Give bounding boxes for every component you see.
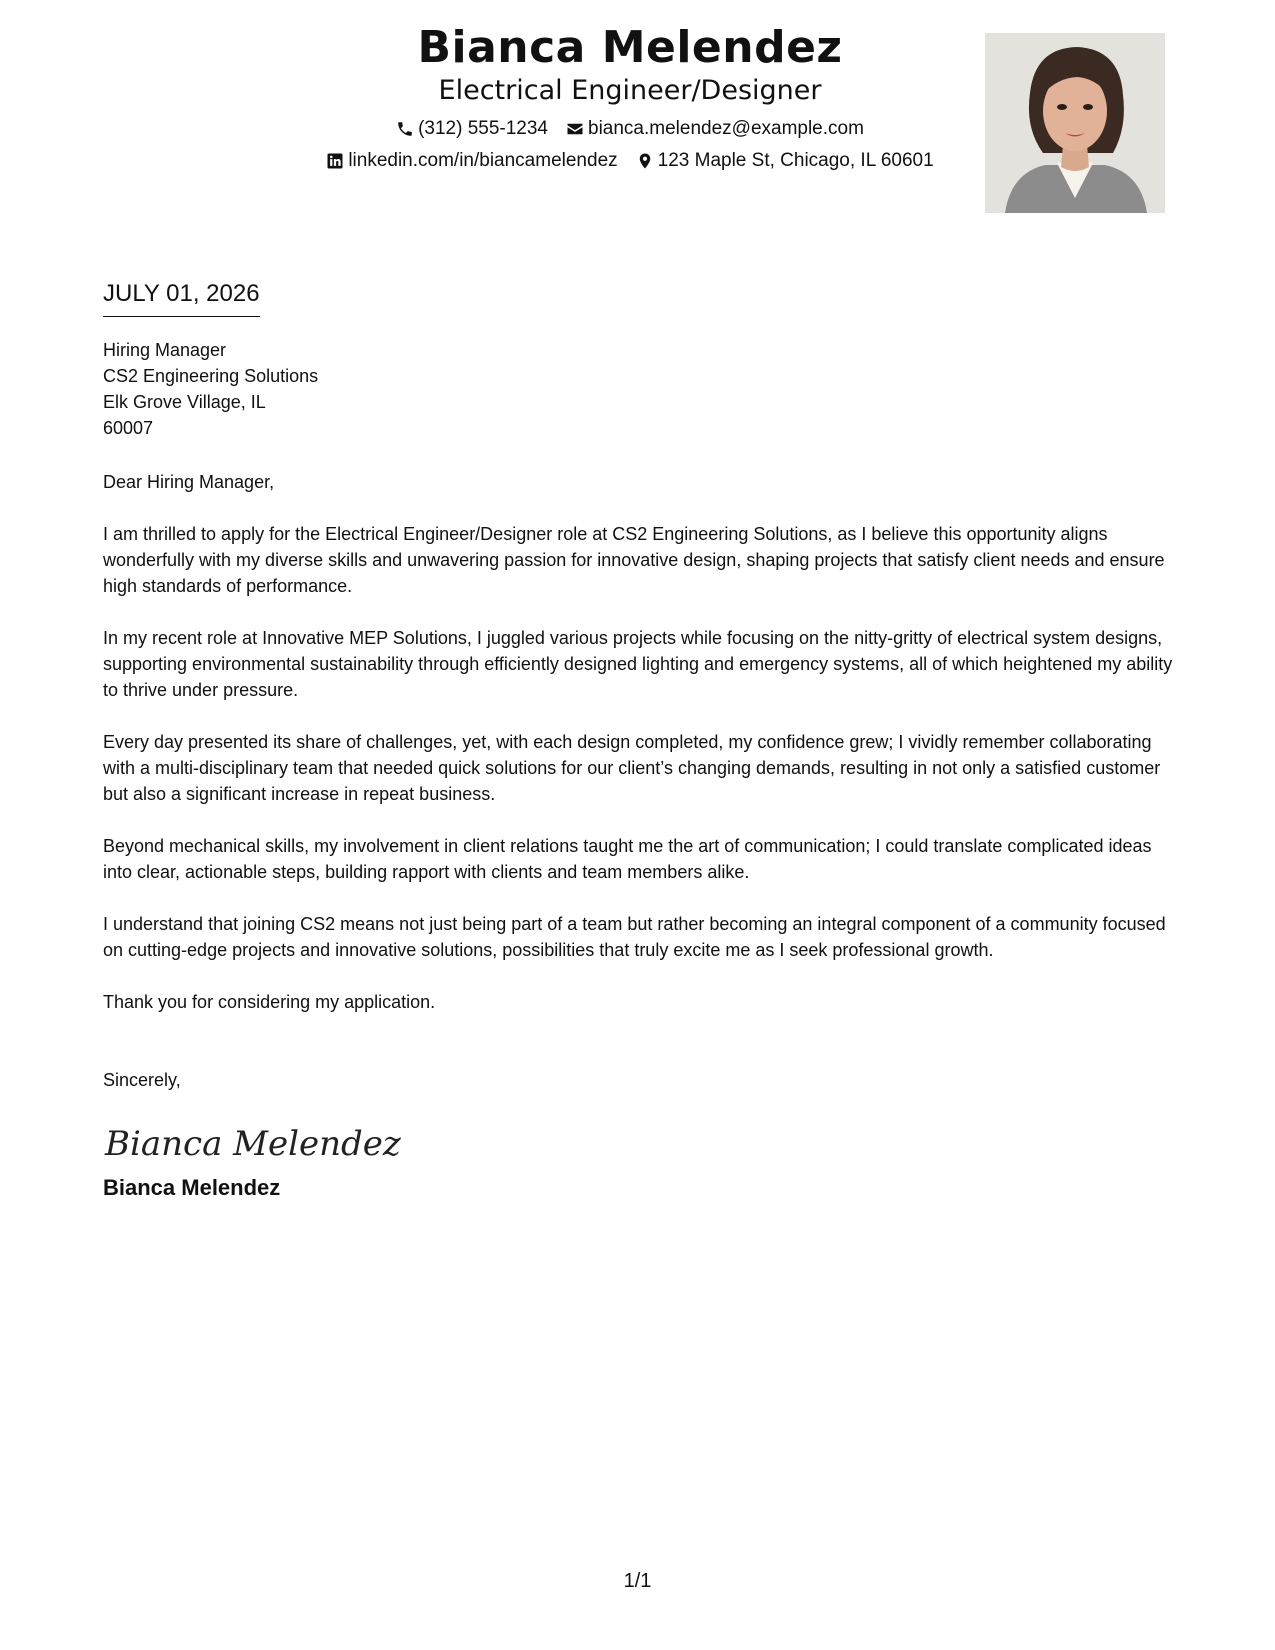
contact-email: [566, 117, 864, 141]
address-text: 123 Maple St, Chicago, IL 60601: [657, 150, 934, 171]
map-pin-icon: [636, 152, 654, 170]
closing: Sincerely,: [103, 1070, 181, 1090]
body-paragraph: I am thrilled to apply for the Electrical Engineer/Designer role at CS2 Engineering Solutions, as I believe this opportunity aligns wonderfully with my diverse skills and unwavering passion for innovative design, shaping projects that satisfy client needs and ensure high standards of performance.: [103, 524, 1165, 596]
contact-row-2: [250, 149, 1010, 173]
phone-icon: [396, 120, 414, 138]
letter-date: JULY 01, 2026: [103, 278, 260, 317]
phone-text: (312) 555-1234: [418, 118, 548, 139]
handwritten-signature: [103, 1113, 1178, 1173]
letter-body: [103, 278, 1178, 1203]
recipient-city: Elk Grove Village, IL: [103, 392, 266, 412]
body-paragraph: Thank you for considering my application.: [103, 992, 436, 1012]
recipient-zip: 60007: [103, 418, 154, 438]
applicant-name: Bianca Melendez: [417, 22, 843, 73]
header-info: [250, 22, 1010, 173]
contact-address: [636, 149, 934, 173]
recipient-company: CS2 Engineering Solutions: [103, 366, 319, 386]
contact-phone: [396, 117, 548, 141]
page-number: 1/1: [623, 1570, 652, 1592]
contact-row-1: [250, 117, 1010, 141]
body-paragraph: I understand that joining CS2 means not just being part of a team but rather becoming an integral component of a community focused on cutting-edge projects and innovative solutions, possibilities that truly excite me as I seek professional growth.: [103, 914, 1166, 960]
profile-photo: [985, 33, 1165, 213]
signer-name: Bianca Melendez: [103, 1175, 281, 1200]
letter-header: [0, 22, 1275, 222]
recipient-block: [103, 337, 1178, 441]
recipient-line: Hiring Manager: [103, 340, 227, 360]
job-title: Electrical Engineer/Designer: [438, 75, 822, 106]
salutation: Dear Hiring Manager,: [103, 472, 275, 492]
email-text: bianca.melendez@example.com: [588, 118, 864, 139]
envelope-icon: [566, 120, 584, 138]
linkedin-icon: [326, 152, 344, 170]
body-paragraph: Every day presented its share of challenges, yet, with each design completed, my confidence grew; I vividly remember collaborating with a multi-disciplinary team that needed quick solutions for our client’s changing demands, resulting in not only a satisfied customer but also a significant increase in repeat business.: [103, 732, 1161, 804]
body-paragraph: Beyond mechanical skills, my involvement in client relations taught me the art of communication; I could translate complicated ideas into clear, actionable steps, building rapport with clients and team members alike.: [103, 836, 1152, 882]
linkedin-text: linkedin.com/in/biancamelendez: [348, 150, 618, 171]
body-paragraph: In my recent role at Innovative MEP Solutions, I juggled various projects while focusing on the nitty-gritty of electrical system designs, supporting environmental sustainability through efficiently designed lighting and emergency systems, all of which heightened my ability to thrive under pressure.: [103, 628, 1173, 700]
contact-linkedin: [326, 149, 617, 173]
signature-text: Bianca Melendez: [105, 1124, 401, 1164]
